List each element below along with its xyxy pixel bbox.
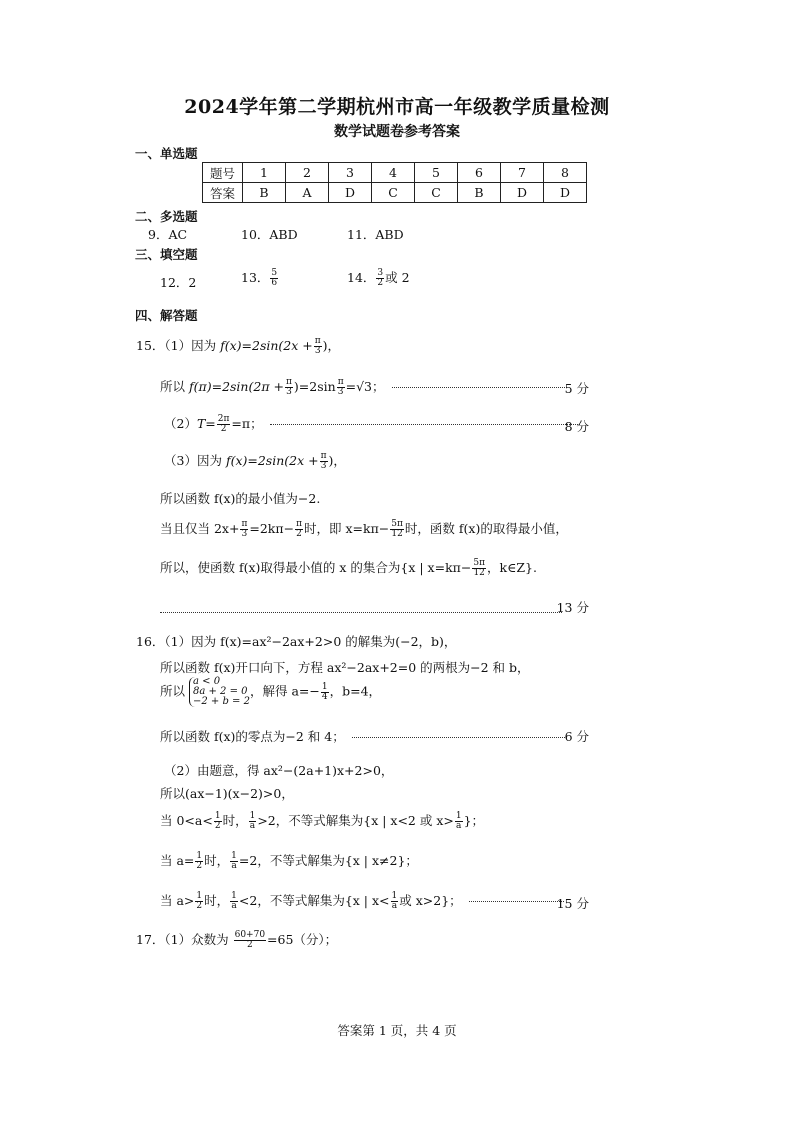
denominator: 2	[246, 940, 253, 950]
q14-label: 14．	[347, 270, 376, 285]
fraction	[230, 892, 238, 911]
text: 所以，使函数 f(x)取得最小值的 x 的集合为{x | x=kπ−	[160, 560, 472, 575]
numerator: 5π	[391, 519, 403, 529]
table-row	[203, 183, 587, 203]
fraction	[195, 852, 203, 871]
numerator: π	[314, 336, 321, 346]
fraction	[390, 520, 404, 539]
numerator: 1	[214, 811, 221, 821]
answer-q10: 10．ABD	[241, 227, 298, 242]
table-cell: C	[372, 183, 415, 203]
denominator: 2	[196, 901, 203, 911]
denominator: a	[456, 821, 462, 831]
q13-label: 13．	[241, 270, 270, 285]
fraction	[240, 520, 248, 539]
table-cell: B	[458, 183, 501, 203]
equation: a < 0	[193, 676, 221, 687]
numerator: 1	[196, 891, 203, 901]
text: 当 a>	[160, 893, 195, 908]
q15-line-5: 所以函数 f(x)的最小值为−2.	[160, 491, 321, 506]
numerator: π	[337, 377, 344, 387]
fraction	[214, 812, 222, 831]
text: =2，不等式解集为{x | x≠2}；	[238, 853, 418, 868]
table-cell: 6	[458, 163, 501, 183]
text: 当 a=	[160, 853, 195, 868]
q16-line-9	[160, 891, 567, 911]
section-heading-fill-blank: 三、填空题	[135, 247, 198, 262]
fraction	[472, 559, 486, 578]
q15-line-8	[160, 604, 565, 619]
numerator: π	[320, 451, 327, 461]
fraction	[391, 892, 399, 911]
denominator: 2	[196, 861, 203, 871]
fraction	[285, 378, 293, 397]
q15-line-1	[136, 336, 340, 356]
table-cell: 7	[501, 163, 544, 183]
text: 所以函数 f(x)的零点为−2 和 4；	[160, 729, 345, 744]
fraction	[455, 812, 463, 831]
numerator: 1	[231, 851, 237, 861]
table-cell: 8	[544, 163, 587, 183]
text: （2）	[164, 416, 197, 431]
denominator: 3	[286, 387, 292, 397]
denominator: 6	[271, 278, 278, 288]
q15-line-4	[164, 451, 346, 471]
leader-dots	[270, 424, 580, 425]
answer-q12: 12．2	[160, 275, 197, 290]
math: T=	[196, 416, 216, 431]
text: 或 x>2}；	[399, 893, 462, 908]
equation: −2 + b = 2	[193, 696, 250, 707]
math: )=2sin	[293, 379, 336, 394]
numerator: 60+70	[234, 930, 266, 940]
page-title: 2024学年第二学期杭州市高一年级教学质量检测	[184, 96, 610, 118]
text: =65（分）；	[267, 932, 338, 947]
q15-line-7	[160, 558, 537, 578]
denominator: 2	[220, 424, 227, 434]
score-mark: 15 分	[556, 896, 589, 911]
text: =π；	[231, 416, 263, 431]
numerator: π	[285, 377, 292, 387]
text: ，k∈Z}.	[487, 560, 537, 575]
q16-line-2: 所以函数 f(x)开口向下，方程 ax²−2ax+2=0 的两根为−2 和 b，	[160, 660, 530, 675]
numerator: 3	[377, 268, 384, 278]
denominator: 3	[337, 387, 344, 397]
text: )，	[328, 453, 346, 468]
text: 所以	[160, 379, 186, 394]
numerator: π	[296, 519, 302, 529]
text: 17．（1）众数为	[136, 932, 229, 947]
text: >2，不等式解集为{x | x<2 或 x>	[257, 813, 454, 828]
q16-line-1: 16．（1）因为 f(x)=ax²−2ax+2>0 的解集为(−2，b)，	[136, 634, 457, 649]
leader-dots	[469, 901, 564, 902]
q15-line-2	[160, 377, 570, 397]
denominator: a	[249, 821, 256, 831]
score-mark: 5 分	[564, 381, 589, 396]
numerator: 2π	[217, 414, 230, 424]
text: 时，即 x=kπ−	[304, 521, 390, 536]
fraction	[234, 931, 266, 950]
fraction	[320, 452, 328, 471]
page-footer: 答案第 1 页，共 4 页	[337, 1023, 457, 1038]
denominator: 3	[320, 461, 327, 471]
q15-line-6	[160, 519, 568, 539]
table-cell: 4	[372, 163, 415, 183]
fraction	[337, 378, 345, 397]
table-cell: D	[329, 183, 372, 203]
q16-line-3	[160, 677, 381, 707]
table-cell: 1	[243, 163, 286, 183]
text: <2，不等式解集为{x | x<	[238, 893, 390, 908]
table-cell: 答案	[203, 183, 243, 203]
fraction	[270, 269, 278, 288]
leader-dots	[160, 612, 562, 613]
numerator: 1	[249, 811, 256, 821]
q17-line-1	[136, 930, 337, 950]
numerator: 5	[271, 268, 278, 278]
answer-q9: 9．AC	[148, 227, 188, 242]
denominator: 2	[214, 821, 221, 831]
fraction	[376, 269, 384, 288]
text: ，b=4，	[329, 683, 382, 699]
table-cell: B	[243, 183, 286, 203]
numerator: 1	[196, 851, 203, 861]
fraction	[321, 683, 329, 702]
equation-system	[189, 677, 250, 707]
text: 当且仅当 2x+	[160, 521, 240, 536]
table-cell: 题号	[203, 163, 243, 183]
math: =√3；	[345, 379, 385, 394]
numerator: 1	[391, 891, 398, 901]
answer-table	[202, 162, 587, 203]
table-cell: 5	[415, 163, 458, 183]
fraction	[314, 337, 322, 356]
denominator: a	[231, 901, 237, 911]
fraction	[230, 852, 238, 871]
numerator: 1	[321, 681, 328, 692]
section-heading-multi-choice: 二、多选题	[135, 209, 198, 224]
denominator: a	[231, 861, 237, 871]
denominator: 2	[377, 278, 384, 288]
denominator: 3	[314, 346, 321, 356]
fraction	[217, 415, 231, 434]
text: 时，	[204, 893, 230, 908]
q14-tail: 或 2	[385, 270, 410, 285]
text: }；	[463, 813, 485, 828]
numerator: 1	[231, 891, 237, 901]
denominator: 4	[321, 691, 328, 702]
equation: 8a + 2 = 0	[193, 686, 248, 697]
q16-line-7	[160, 811, 484, 831]
table-cell: A	[286, 183, 329, 203]
denominator: a	[391, 901, 398, 911]
math: f(x)=2sin(2x +	[220, 338, 313, 353]
text: )，	[322, 338, 341, 353]
table-cell: D	[501, 183, 544, 203]
fraction	[295, 520, 303, 539]
table-cell: D	[544, 183, 587, 203]
answer-q11: 11．ABD	[347, 227, 404, 242]
score-mark: 8 分	[564, 419, 589, 434]
text: 所以	[160, 683, 186, 699]
text: 时，	[204, 853, 230, 868]
table-cell: 3	[329, 163, 372, 183]
math: f(x)=2sin(2x +	[225, 453, 319, 468]
text: 15．（1）因为	[136, 338, 217, 353]
table-row	[203, 163, 587, 183]
math: f(π)=2sin(2π +	[189, 379, 284, 394]
answer-q13	[241, 268, 279, 288]
text: 时，函数 f(x)的取得最小值，	[404, 521, 568, 536]
section-heading-solutions: 四、解答题	[135, 308, 198, 323]
fraction	[195, 892, 203, 911]
fraction	[249, 812, 257, 831]
table-cell: C	[415, 183, 458, 203]
table-cell: 2	[286, 163, 329, 183]
numerator: 5π	[473, 558, 486, 568]
page-subtitle: 数学试题卷参考答案	[334, 124, 460, 140]
q16-line-6: 所以(ax−1)(x−2)>0，	[160, 786, 294, 801]
q15-line-3	[164, 414, 583, 434]
leader-dots	[352, 737, 567, 738]
denominator: 3	[241, 529, 248, 539]
score-mark: 6 分	[564, 729, 589, 744]
text: （3）因为	[164, 453, 222, 468]
denominator: 12	[473, 568, 485, 578]
numerator: 1	[455, 811, 462, 821]
denominator: 2	[296, 529, 302, 539]
q16-line-5: （2）由题意，得 ax²−(2a+1)x+2>0，	[164, 763, 394, 778]
q16-line-4	[160, 727, 570, 745]
numerator: π	[241, 519, 248, 529]
section-heading-single-choice: 一、单选题	[135, 146, 198, 161]
answer-q14	[347, 268, 410, 288]
denominator: 12	[391, 529, 403, 539]
score-mark: 13 分	[556, 600, 589, 615]
text: ，解得 a=−	[249, 683, 320, 699]
q16-line-8	[160, 851, 418, 871]
leader-dots	[392, 387, 567, 388]
text: 时，	[222, 813, 248, 828]
text: =2kπ−	[249, 521, 295, 536]
text: 当 0<a<	[160, 813, 213, 828]
